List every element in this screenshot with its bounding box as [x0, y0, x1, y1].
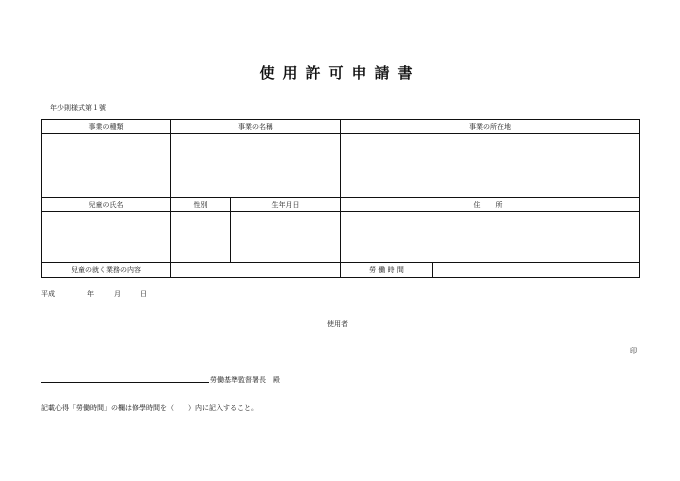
date-day: 日	[140, 290, 147, 298]
date-year: 年	[87, 290, 94, 298]
work-content-field[interactable]	[171, 263, 341, 278]
seal-mark: 印	[630, 347, 637, 355]
business-location-field[interactable]	[341, 134, 640, 198]
business-type-header: 事業の種類	[42, 120, 171, 134]
address-header: 住 所	[341, 198, 640, 212]
child-name-field[interactable]	[42, 212, 171, 263]
child-name-header: 兒童の氏名	[42, 198, 171, 212]
date-month: 月	[114, 290, 121, 298]
addressee: 勞働基準監督署長 殿	[210, 376, 280, 384]
business-name-header: 事業の名稱	[171, 120, 341, 134]
work-content-header: 兒童の就く業務の内容	[42, 263, 171, 278]
work-hours-field[interactable]	[433, 263, 640, 278]
business-location-header: 事業の所在地	[341, 120, 640, 134]
birth-date-header: 生年月日	[231, 198, 341, 212]
document-title: 使用許可申請書	[259, 64, 421, 82]
application-table	[41, 119, 640, 278]
applicant-label: 使用者	[327, 320, 348, 328]
signature-line[interactable]	[41, 382, 209, 383]
business-type-field[interactable]	[42, 134, 171, 198]
gender-field[interactable]	[171, 212, 231, 263]
instruction-note: 記載心得「勞働時間」の欄は修學時間を（ ）内に記入すること。	[41, 404, 258, 412]
address-field[interactable]	[341, 212, 640, 263]
form-id: 年少則様式第１號	[50, 104, 106, 112]
date-era: 平成	[41, 290, 55, 298]
birth-date-field[interactable]	[231, 212, 341, 263]
work-hours-header: 勞 働 時 間	[341, 263, 433, 278]
gender-header: 性別	[171, 198, 231, 212]
business-name-field[interactable]	[171, 134, 341, 198]
